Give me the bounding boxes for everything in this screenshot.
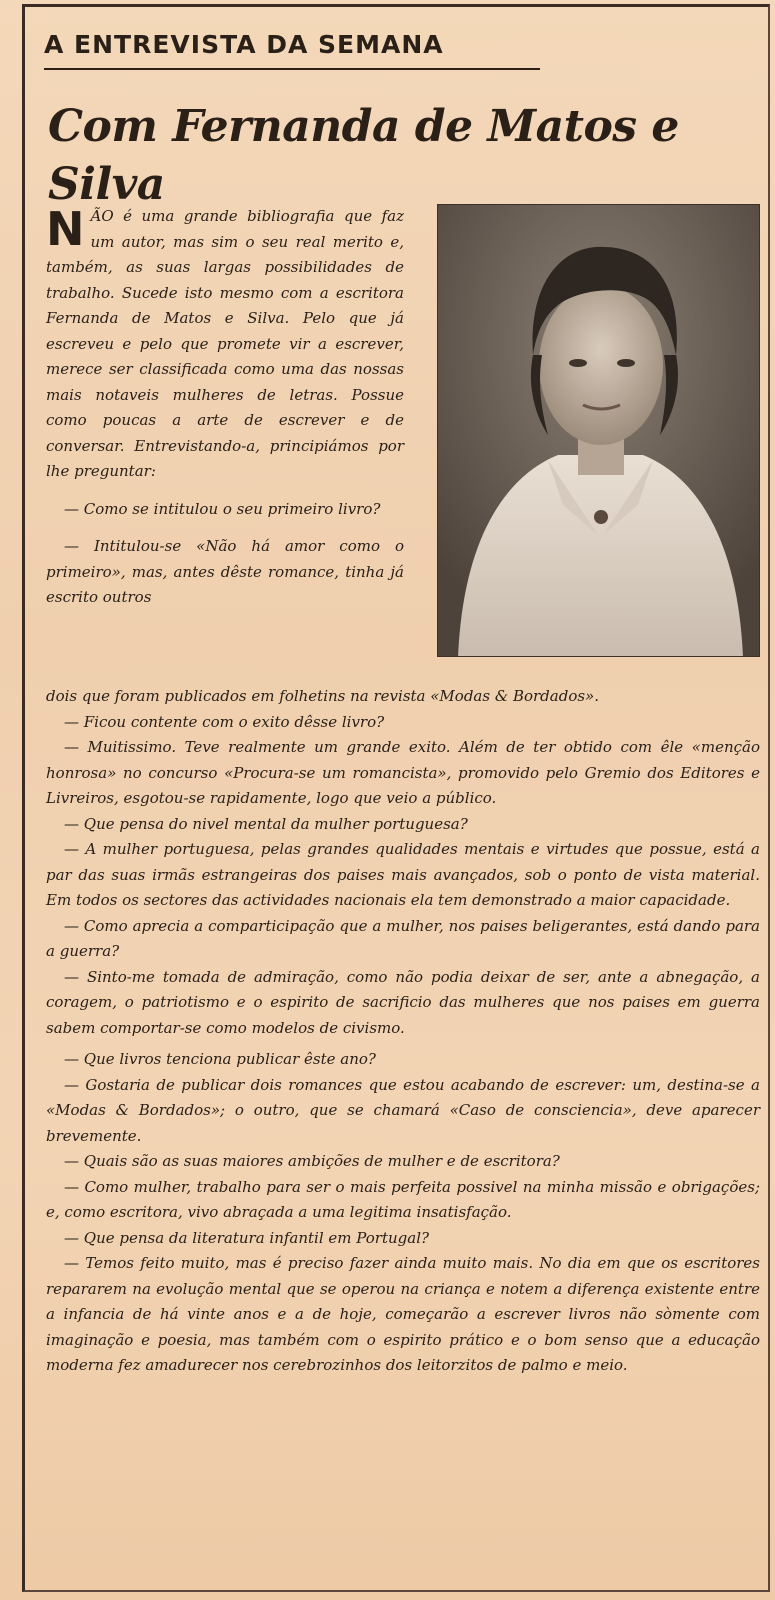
- narrow-column: [46, 204, 404, 611]
- drop-cap: N: [46, 202, 85, 256]
- question-first-book: — Como se intitulou o seu primeiro livro?: [64, 499, 381, 518]
- question-war: — Como aprecia a comparticipação que a mulher, nos paises beligerantes, está dando para a guerra?: [46, 916, 760, 960]
- portrait-photo: [437, 204, 760, 657]
- answer-war: — Sinto-me tomada de admiração, como não podia deixar de ser, ante a abnegação, a coragem, o patriotismo e o espirito de sacrificio das mulheres que nos paises em guerra sabem comportar-se como modelos de civismo.: [46, 967, 760, 1037]
- answer-childrens-literature: — Temos feito muito, mas é preciso fazer ainda muito mais. No dia em que os escritores repararem na evolução mental que se operou na criança e notem a diferença existente entre a infancia de há vinte anos e a de hoje, começarão a escrever livros não sòmente com imaginação e poesia, mas também com o espirito prático e o bom senso que a educação moderna fez amadurecer nos cerebrozinhos dos leitorzitos de palmo e meio.: [46, 1254, 760, 1374]
- intro-text: ÃO é uma grande bibliografia que faz um autor, mas sim o seu real merito e, também, as suas largas possibilidades de trabalho. Sucede isto mesmo com a escritora Fernanda de Matos e Silva. Pelo que já escreveu e pelo que promete vir a escrever, merece ser classificada como uma das nossas mais notaveis mulheres de letras. Possue como poucas a arte de escrever e de conversar. Entrevistando-a, principiámos por lhe preguntar:: [46, 207, 404, 480]
- answer-mental-level: — A mulher portuguesa, pelas grandes qualidades mentais e virtudes que possue, está a par das suas irmãs estrangeiras dos paises mais avançados, sob o ponto de vista material. Em todos os sectores das actividades nacionais ela tem demonstrado a maior capacidade.: [46, 840, 760, 909]
- question-books-this-year: — Que livros tenciona publicar êste ano?: [64, 1050, 376, 1068]
- section-title-underline: [44, 68, 540, 70]
- question-success: — Ficou contente com o exito dêsse livro?: [64, 712, 385, 731]
- intro-paragraph: [46, 204, 404, 485]
- answer-first-book-continued: dois que foram publicados em folhetins na revista «Modas & Bordados».: [46, 687, 600, 705]
- question-mental-level: — Que pensa do nivel mental da mulher portuguesa?: [64, 814, 468, 833]
- answer-ambitions: — Como mulher, trabalho para ser o mais perfeita possivel na minha missão e obrigações; e, como escritora, vivo abraçada a uma legitima insatisfação.: [46, 1177, 760, 1221]
- answer-books-this-year: — Gostaria de publicar dois romances que estou acabando de escrever: um, destina-se a «Modas & Bordados»; o outro, que se chamará «Caso de consciencia», deve aparecer brevemente.: [46, 1075, 760, 1145]
- article-headline: Com Fernanda de Matos e Silva: [48, 101, 679, 210]
- question-ambitions: — Quais são as suas maiores ambições de mulher e de escritora?: [64, 1152, 560, 1170]
- section-title: A ENTREVISTA DA SEMANA: [44, 30, 444, 59]
- answer-success: — Muitissimo. Teve realmente um grande exito. Além de ter obtido com êle «menção honrosa» no concurso «Procura-se um romancista», promovido pelo Gremio dos Editores e Livreiros, esgotou-se rapidamente, logo que veio a público.: [46, 738, 760, 807]
- question-childrens-literature: — Que pensa da literatura infantil em Portugal?: [64, 1228, 430, 1247]
- full-width-column: [46, 684, 760, 1379]
- answer-first-book: — Intitulou-se «Não há amor como o primeiro», mas, antes dêste romance, tinha já escrito outros: [46, 537, 404, 606]
